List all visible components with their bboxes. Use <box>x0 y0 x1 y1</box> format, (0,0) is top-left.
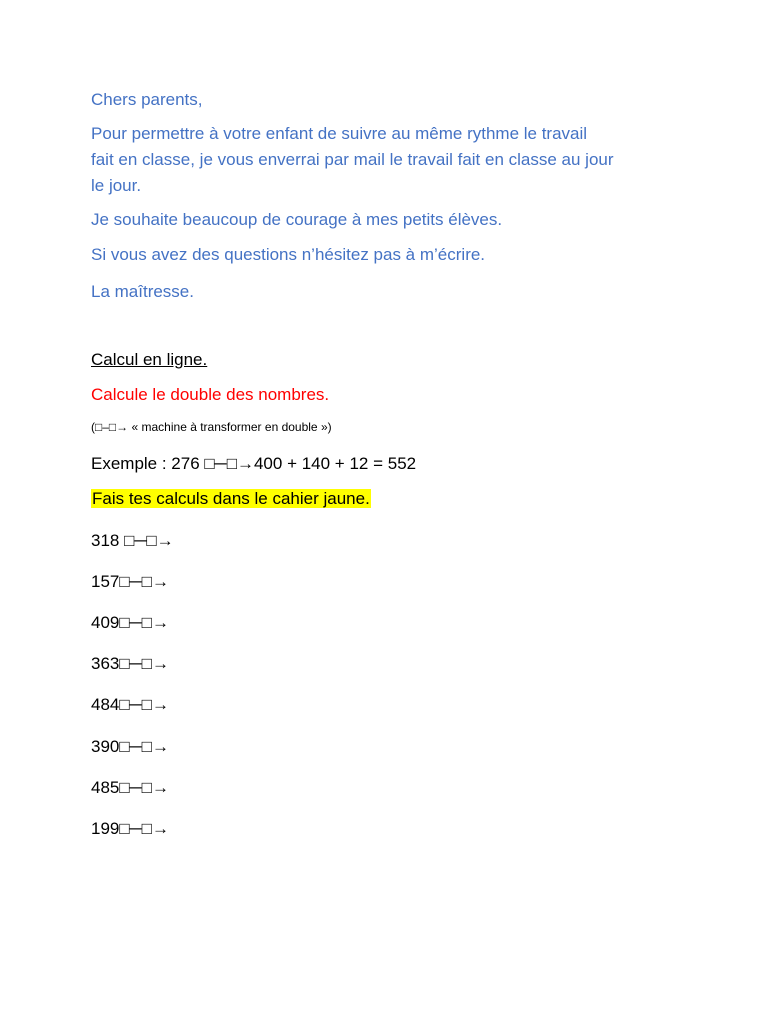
signature: La maîtresse. <box>91 282 194 301</box>
highlighted-instruction: Fais tes calculs dans le cahier jaune. <box>92 489 370 508</box>
exercise-item: 199□─□→ <box>91 819 169 838</box>
exercise-item: 390□─□→ <box>91 737 169 756</box>
exercise-instruction: Calcule le double des nombres. <box>91 385 330 404</box>
paragraph3: Si vous avez des questions n’hésitez pas à m’écrire. <box>91 245 486 264</box>
exercise-item: 318 □─□→ <box>91 531 174 550</box>
exercise-item: 409□─□→ <box>91 613 169 632</box>
exercise-item: 157□─□→ <box>91 572 169 591</box>
greeting: Chers parents, <box>91 90 203 109</box>
exercise-item: 484□─□→ <box>91 695 169 714</box>
exercise-note: (□–□→ « machine à transformer en double ») <box>91 420 332 434</box>
example-line: Exemple : 276 □─□→400 + 140 + 12 = 552 <box>91 454 417 473</box>
highlight-instruction-line <box>91 486 371 512</box>
paragraph1-line1: Pour permettre à votre enfant de suivre au même rythme le travail <box>91 124 588 143</box>
paragraph1-line2: fait en classe, je vous enverrai par mail le travail fait en classe au jour <box>91 150 614 169</box>
exercise-item: 363□─□→ <box>91 654 169 673</box>
paragraph2: Je souhaite beaucoup de courage à mes petits élèves. <box>91 210 503 229</box>
paragraph1-line3: le jour. <box>91 176 142 195</box>
exercise-item: 485□─□→ <box>91 778 169 797</box>
exercise-title: Calcul en ligne. <box>91 350 208 369</box>
